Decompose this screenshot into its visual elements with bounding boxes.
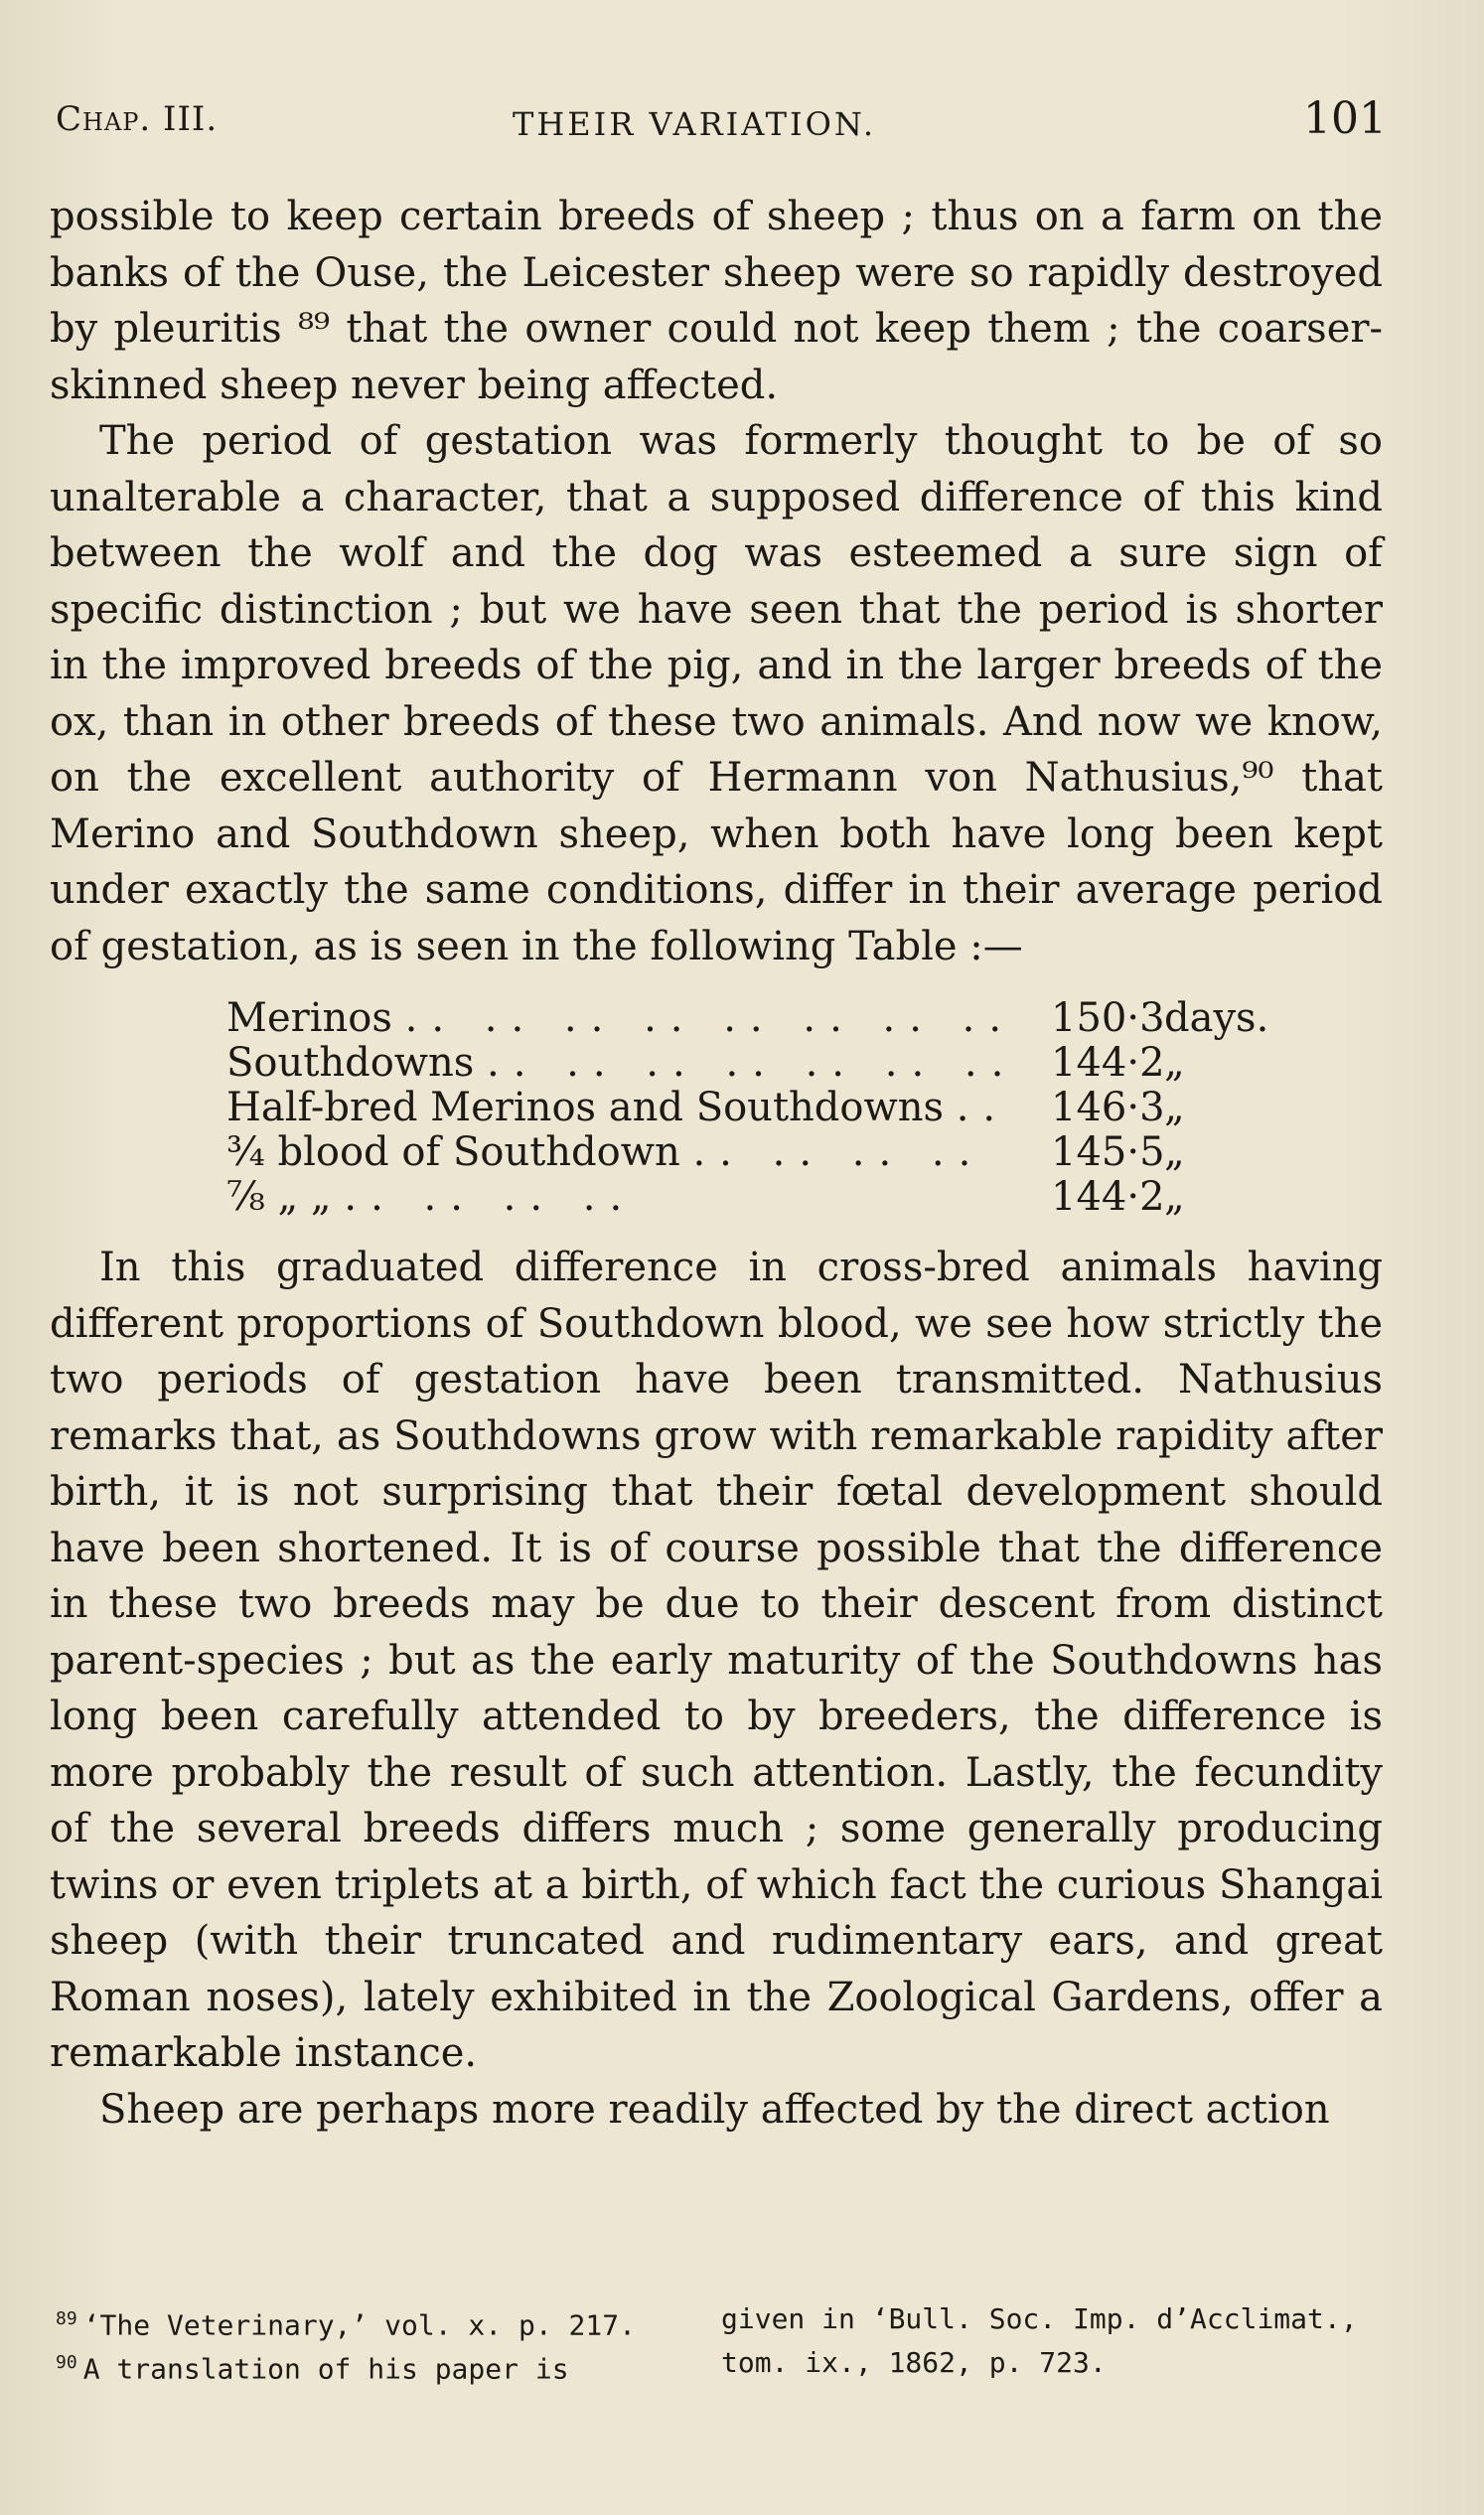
page-number: 101 bbox=[1303, 93, 1387, 144]
chapter-label: Chap. III. bbox=[56, 99, 219, 139]
footnote-row bbox=[56, 2300, 1387, 2344]
gestation-table bbox=[226, 996, 1279, 1220]
footnote-mark: 90 bbox=[56, 2352, 77, 2374]
footnote-row bbox=[56, 2344, 1387, 2388]
gestation-value: 150·3 bbox=[1051, 995, 1165, 1041]
breed-name: Southdowns bbox=[226, 1041, 475, 1086]
table-row bbox=[226, 1130, 1279, 1175]
leader-dots: .. .. .. .. .. .. .. bbox=[487, 1041, 1018, 1086]
paragraph-cross-bred: In this graduated difference in cross-bred animals having different proportions of Southdown blood, we see how strictly the two periods of gestation have been transmitted. Nathusius remarks that, as Southdowns grow with remarkable rapidity after birth, it is not surprising that their fœtal development should have been shortened. It is of course possible that the difference in these two breeds may be due to their descent from distinct parent-species ; but as the early maturity of the Southdowns has long been carefully attended to by breeders, the difference is more probably the result of such attention. Lastly, the fecundity of the several breeds differs much ; some generally producing twins or even triplets at a birth, of which fact the curious Shangai sheep (with their truncated and rudimentary ears, and great Roman noses), lately exhibited in the Zoological Gardens, offer a remarkable instance. bbox=[50, 1245, 1383, 2076]
gestation-unit: „ bbox=[1164, 1129, 1185, 1175]
footnote-text: tom. ix., 1862, p. 723. bbox=[721, 2346, 1107, 2380]
paragraph-sheep: Sheep are perhaps more readily affected by the direct action bbox=[99, 2086, 1330, 2133]
breed-name: Merinos bbox=[226, 996, 392, 1041]
gestation-value: 144·2 bbox=[1051, 1174, 1165, 1220]
breed-name: Half-bred Merinos and Southdowns bbox=[226, 1086, 944, 1130]
footnote-mark: 89 bbox=[56, 2308, 77, 2329]
breed-name: ⅞ „ „ bbox=[226, 1175, 332, 1220]
footnote-text: given in ‘Bull. Soc. Imp. d’Acclimat., bbox=[721, 2302, 1358, 2335]
gestation-unit: „ bbox=[1164, 1085, 1185, 1130]
footnote-text: A translation of his paper is bbox=[82, 2352, 569, 2386]
leader-dots: .. .. .. .. bbox=[692, 1130, 985, 1175]
paragraph-continuation: possible to keep certain breeds of sheep ; thus on a farm on the banks of the Ouse, the Leicester sheep were so rapidly destroyed by pleuritis ⁸⁹ that the owner could not keep them ; the coarser-skinned sheep never being affected. bbox=[50, 194, 1383, 408]
footnotes bbox=[56, 2300, 1387, 2389]
breed-name: ¾ blood of Southdown bbox=[226, 1130, 680, 1175]
running-title: THEIR VARIATION. bbox=[513, 105, 876, 143]
gestation-unit: „ bbox=[1164, 1174, 1185, 1220]
gestation-unit: days. bbox=[1164, 995, 1269, 1041]
gestation-value: 144·2 bbox=[1051, 1040, 1165, 1086]
leader-dots: .. .. .. .. bbox=[344, 1175, 637, 1220]
gestation-value: 146·3 bbox=[1051, 1085, 1165, 1130]
page-body bbox=[50, 189, 1383, 2138]
table-row bbox=[226, 1041, 1279, 1086]
gestation-value: 145·5 bbox=[1051, 1129, 1165, 1175]
table-row bbox=[226, 1175, 1279, 1220]
paragraph-gestation: The period of gestation was formerly thought to be of so unalterable a character, that a supposed difference of this kind between the wolf and the dog was esteemed a sure sign of specific distinction ; but we have seen that the period is shorter in the improved breeds of the pig, and in the larger breeds of the ox, than in other breeds of these two animals. And now we know, on the excellent authority of Hermann von Nathusius,⁹⁰ that Merino and Southdown sheep, when both have long been kept under exactly the same conditions, differ in their average period of gestation, as is seen in the following Table :— bbox=[50, 418, 1383, 969]
table-row bbox=[226, 1086, 1279, 1130]
table-row bbox=[226, 996, 1279, 1041]
footnote-text: ‘The Veterinary,’ vol. x. p. 217. bbox=[82, 2308, 636, 2342]
leader-dots: .. bbox=[956, 1086, 1010, 1130]
running-header bbox=[56, 91, 1387, 161]
gestation-unit: „ bbox=[1164, 1040, 1185, 1086]
leader-dots: .. .. .. .. .. .. .. .. bbox=[404, 996, 1016, 1041]
